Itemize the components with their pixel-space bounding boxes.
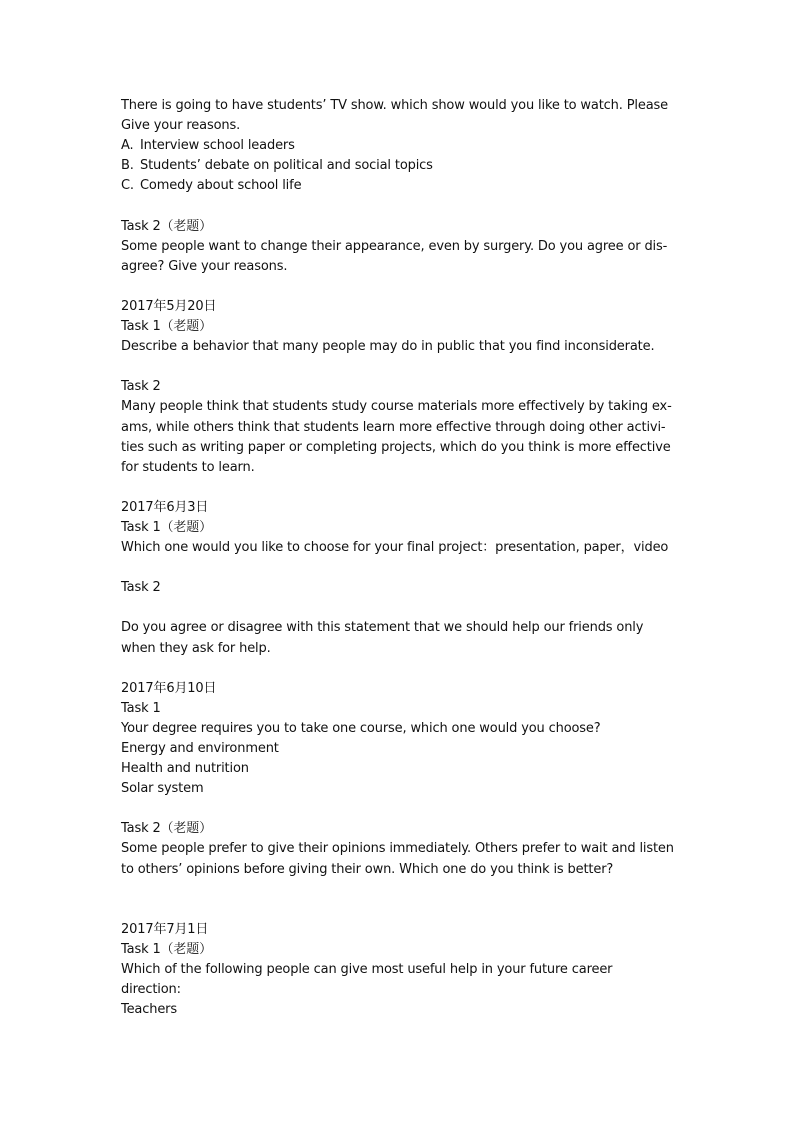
task-heading: Task 1: [121, 700, 161, 716]
task-line: agree? Give your reasons.: [121, 258, 288, 274]
task-line: when they ask for help.: [121, 640, 271, 656]
date-section-0603: [121, 498, 681, 659]
option-text: Comedy about school life: [140, 178, 302, 194]
date-section-0520: [121, 297, 681, 478]
task-heading: Task 2（老题）: [121, 821, 212, 837]
spacer: [121, 478, 681, 498]
task-heading: Task 2（老题）: [121, 218, 212, 234]
date-section-0610: [121, 679, 681, 880]
option-text: Interview school leaders: [140, 138, 295, 154]
task-line: Describe a behavior that many people may do in public that you find inconsiderate.: [121, 339, 655, 355]
spacer: [121, 558, 681, 578]
task-line: Energy and environment: [121, 741, 279, 756]
spacer: [121, 880, 681, 900]
task-line: Health and nutrition: [121, 761, 249, 777]
option-letter: B.: [121, 158, 134, 174]
spacer: [121, 357, 681, 377]
task-line: ams, while others think that students learn more effective through doing other activi-: [121, 419, 666, 435]
task-line: to others’ opinions before giving their own. Which one do you think is better?: [121, 861, 614, 877]
task-line: Which one would you like to choose for your final project：presentation, paper，video: [121, 540, 669, 556]
task-line: Solar system: [121, 781, 204, 797]
spacer: [121, 799, 681, 819]
task2-old-section: [121, 217, 681, 277]
task-heading: Task 2: [121, 580, 161, 596]
option-item: [121, 176, 681, 196]
intro-line: Give your reasons.: [121, 118, 241, 134]
intro-line: There is going to have students’ TV show. which show would you like to watch. Please: [121, 98, 669, 113]
option-text: Students’ debate on political and social topics: [140, 158, 433, 174]
task-line: direction:: [121, 982, 181, 998]
task-line: Some people prefer to give their opinions immediately. Others prefer to wait and listen: [121, 841, 674, 857]
intro-section: [121, 96, 681, 196]
task-line: Some people want to change their appearance, even by surgery. Do you agree or dis-: [121, 238, 668, 254]
date-section-0701: [121, 920, 681, 1020]
task-line: Teachers: [121, 1002, 177, 1018]
spacer: [121, 659, 681, 679]
document-body: [121, 96, 681, 1020]
date-heading: 2017年5月20日: [121, 298, 217, 314]
date-heading: 2017年6月10日: [121, 680, 217, 696]
spacer: [121, 900, 681, 920]
task-heading: Task 2: [121, 379, 161, 395]
option-item: [121, 156, 681, 176]
option-letter: A.: [121, 138, 134, 154]
task-line: Do you agree or disagree with this statement that we should help our friends only: [121, 620, 644, 636]
task-line: ties such as writing paper or completing projects, which do you think is more effective: [121, 439, 671, 455]
task-heading: Task 1（老题）: [121, 519, 212, 535]
task-heading: Task 1（老题）: [121, 319, 212, 335]
spacer: [121, 598, 681, 618]
task-line: Many people think that students study course materials more effectively by taking ex-: [121, 399, 672, 415]
option-letter: C.: [121, 178, 134, 194]
spacer: [121, 196, 681, 216]
option-item: [121, 136, 681, 156]
date-heading: 2017年7月1日: [121, 921, 209, 937]
task-line: Your degree requires you to take one course, which one would you choose?: [121, 720, 601, 736]
task-heading: Task 1（老题）: [121, 941, 212, 957]
task-line: Which of the following people can give most useful help in your future career: [121, 962, 613, 978]
spacer: [121, 277, 681, 297]
task-line: for students to learn.: [121, 459, 255, 475]
date-heading: 2017年6月3日: [121, 499, 209, 515]
